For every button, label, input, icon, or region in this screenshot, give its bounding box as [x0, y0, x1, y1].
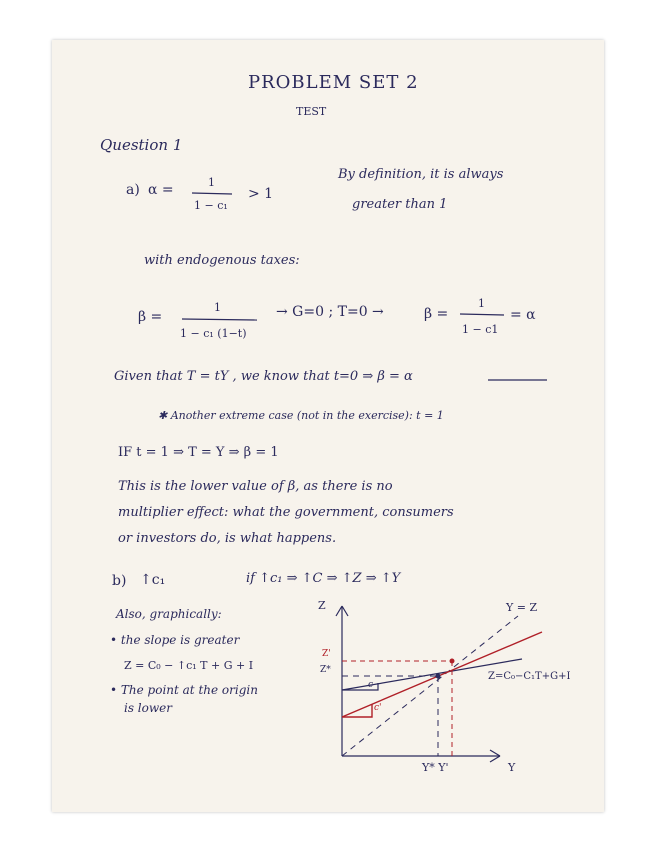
- graph-z-star-label: Z*: [320, 665, 331, 675]
- beta-denominator: 1 − c₁ (1−t): [180, 327, 247, 340]
- beta-lhs: β =: [138, 309, 163, 325]
- alpha-numerator: 1: [208, 176, 215, 189]
- definition-note-line2: greater than 1: [352, 197, 448, 212]
- demand-equation: Z = C₀ − ↑c₁ T + G + I: [124, 659, 254, 672]
- part-b-label: b): [112, 573, 127, 589]
- beta2-fraction-bar: [460, 314, 504, 315]
- part-a-label: a): [126, 182, 140, 198]
- question-label: Question 1: [100, 136, 183, 154]
- bullet-slope-greater: • the slope is greater: [110, 633, 240, 647]
- graph-slope-c-label: c: [368, 680, 374, 690]
- notebook-page: [52, 40, 604, 812]
- alpha-fraction-bar: [192, 193, 232, 194]
- graph-y-star-y-prime-label: Y* Y': [422, 761, 449, 774]
- graph-45-line-label: Y = Z: [506, 601, 538, 614]
- explanation-line1: This is the lower value of β, as there is no: [118, 479, 393, 494]
- explanation-line3: or investors do, is what happens.: [118, 531, 337, 546]
- equilibrium-new-point: [450, 659, 455, 664]
- extreme-case-note: ✱ Another extreme case (not in the exercise): t = 1: [158, 409, 444, 422]
- beta-numerator: 1: [214, 301, 221, 314]
- beta2-denominator: 1 − c1: [462, 323, 499, 336]
- page-subtitle: TEST: [296, 105, 327, 118]
- bullet-origin-lower-cont: is lower: [124, 701, 172, 715]
- equilibrium-original-point: [436, 674, 441, 679]
- explanation-line2: multiplier effect: what the government, consumers: [118, 505, 454, 520]
- alpha-denominator: 1 − c₁: [194, 199, 228, 212]
- y-axis-arrow: [490, 750, 500, 756]
- z-axis-arrow: [336, 606, 342, 616]
- beta2-numerator: 1: [478, 297, 485, 310]
- increase-c1: ↑c₁: [140, 572, 166, 588]
- also-graphically: Also, graphically:: [116, 607, 222, 621]
- endogenous-taxes-label: with endogenous taxes:: [144, 253, 300, 268]
- graph-z-axis-label: Z: [318, 599, 326, 612]
- alpha-greater-than-one: > 1: [248, 186, 274, 202]
- arrow-condition: → G=0 ; T=0 →: [276, 304, 384, 320]
- z-axis-arrow-2: [342, 606, 348, 616]
- beta2-equals-alpha: = α: [510, 307, 536, 323]
- graph-z-prime-label: Z': [322, 649, 331, 659]
- causal-chain: if ↑c₁ ⇒ ↑C ⇒ ↑Z ⇒ ↑Y: [246, 571, 401, 586]
- y-axis-arrow-2: [490, 756, 500, 762]
- graph-y-axis-label: Y: [508, 761, 516, 774]
- definition-note-line1: By definition, it is always: [338, 167, 504, 182]
- alpha-lhs: α =: [148, 182, 174, 198]
- given-statement: Given that T = tY , we know that t=0 ⇒ β = α: [114, 369, 413, 384]
- beta2-lhs: β =: [424, 306, 449, 322]
- beta-fraction-bar: [182, 319, 257, 320]
- graph-slope-c-prime-label: c': [374, 703, 382, 713]
- graph-demand-equation-label: Z=C₀−C₁T+G+I: [488, 671, 571, 682]
- page-title: PROBLEM SET 2: [248, 72, 419, 93]
- if-t-equals-one: IF t = 1 ⇒ T = Y ⇒ β = 1: [118, 445, 279, 460]
- bullet-origin-lower: • The point at the origin: [110, 683, 258, 697]
